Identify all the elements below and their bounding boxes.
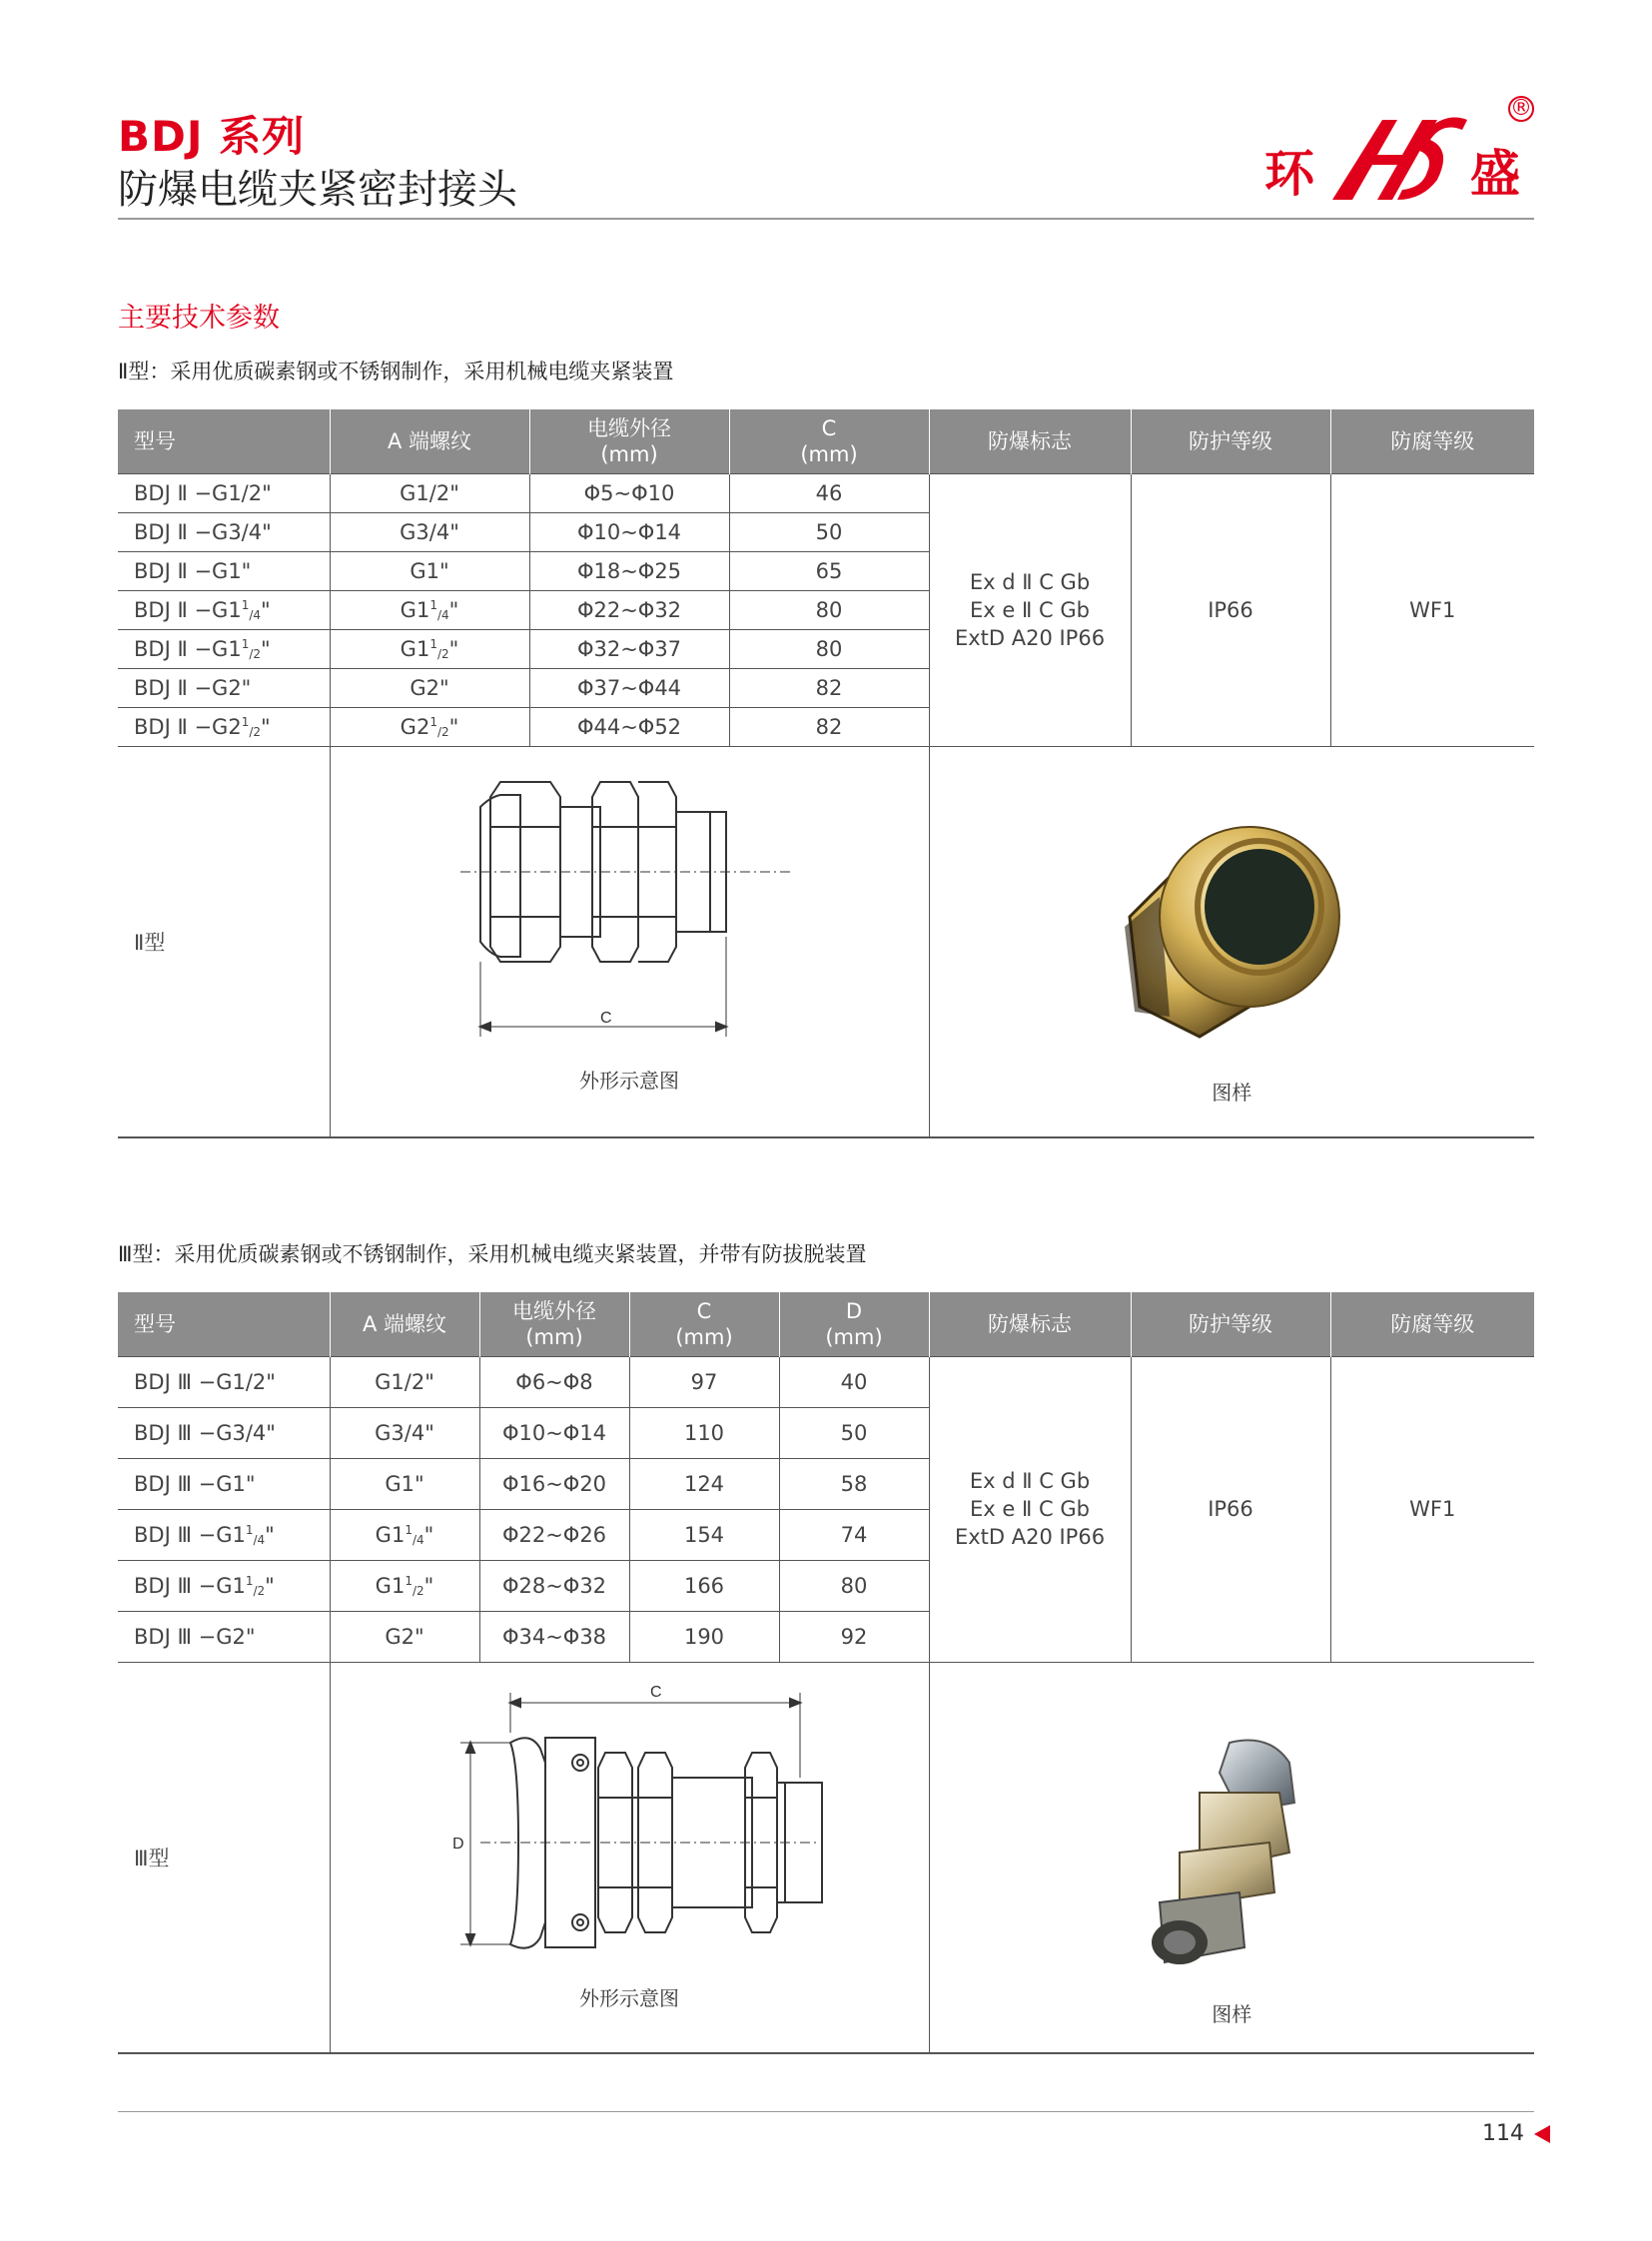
page-arrow-icon xyxy=(1534,2125,1550,2143)
cable-cell: Φ34~Φ38 xyxy=(479,1611,629,1662)
col-header-thread: A 端螺纹 xyxy=(330,409,529,473)
thread-cell: G3/4" xyxy=(330,512,529,551)
cable-cell: Φ10~Φ14 xyxy=(479,1407,629,1458)
model-cell: BDJ Ⅱ $-G1^1_{/2}$" xyxy=(118,629,330,668)
col-header-thread: A 端螺纹 xyxy=(330,1292,479,1356)
header-divider xyxy=(118,218,1534,220)
c-cell: 154 xyxy=(629,1509,779,1560)
ex-mark-cell: Ex d Ⅱ C Gb Ex e Ⅱ C Gb ExtD A20 IP66 xyxy=(929,1356,1131,1662)
model-cell: BDJ Ⅲ −G1" xyxy=(118,1458,330,1509)
d-cell: 58 xyxy=(779,1458,929,1509)
anticorrosion-cell: WF1 xyxy=(1330,473,1534,746)
model-cell: BDJ Ⅱ −G2" xyxy=(118,668,330,707)
logo-left-char: 环 xyxy=(1264,145,1314,203)
photo-caption: 图样 xyxy=(1212,2001,1252,2026)
diagram-cell xyxy=(330,1662,929,2053)
table-row xyxy=(118,473,1534,512)
cable-cell: Φ44~Φ52 xyxy=(529,707,729,746)
ex-mark-cell: Ex d Ⅱ C Gb Ex e Ⅱ C Gb ExtD A20 IP66 xyxy=(929,473,1131,746)
model-cell: BDJ Ⅱ −G3/4" xyxy=(118,512,330,551)
logo-right-char: 盛 xyxy=(1470,145,1520,203)
section-title: 主要技术参数 xyxy=(118,303,280,334)
cable-cell: Φ28~Φ32 xyxy=(479,1560,629,1611)
d-cell: 50 xyxy=(779,1407,929,1458)
model-cell: BDJ Ⅱ $-G1^1_{/4}$" xyxy=(118,590,330,629)
dimension-c-label: C xyxy=(599,1009,612,1027)
thread-cell: G1/2" xyxy=(330,473,529,512)
model-cell: BDJ Ⅲ −G1/2" xyxy=(118,1356,330,1407)
photo-cell xyxy=(929,746,1534,1137)
cable-cell: Φ22~Φ26 xyxy=(479,1509,629,1560)
page-number: 114 xyxy=(1482,2121,1524,2146)
brand-logo xyxy=(1260,96,1538,210)
thread-cell: $G1^1_{/4}$" xyxy=(330,590,529,629)
thread-cell: $G1^1_{/2}$" xyxy=(330,629,529,668)
thread-cell: $G1^1_{/2}$" xyxy=(330,1560,479,1611)
col-header-model: 型号 xyxy=(118,409,330,473)
product-title: 防爆电缆夹紧密封接头 xyxy=(118,167,517,213)
c-cell: 190 xyxy=(629,1611,779,1662)
model-cell: BDJ Ⅲ −G3/4" xyxy=(118,1407,330,1458)
model-cell: BDJ Ⅱ $-G2^1_{/2}$" xyxy=(118,707,330,746)
type-label-cell: Ⅱ型 xyxy=(118,746,330,1137)
col-header-ex-mark: 防爆标志 xyxy=(929,409,1131,473)
model-cell: BDJ Ⅲ $-G1^1_{/4}$" xyxy=(118,1509,330,1560)
d-cell: 80 xyxy=(779,1560,929,1611)
dimension-d-label: D xyxy=(451,1835,464,1853)
d-cell: 92 xyxy=(779,1611,929,1662)
col-header-d: D (mm) xyxy=(779,1292,929,1356)
type3-spec-table xyxy=(118,1292,1534,2054)
type2-description: Ⅱ型：采用优质碳素钢或不锈钢制作，采用机械电缆夹紧装置 xyxy=(118,360,674,383)
protection-cell: IP66 xyxy=(1131,1356,1330,1662)
diagram-cell xyxy=(330,746,929,1137)
col-header-anticorrosion: 防腐等级 xyxy=(1330,409,1534,473)
col-header-protection: 防护等级 xyxy=(1131,1292,1330,1356)
anticorrosion-cell: WF1 xyxy=(1330,1356,1534,1662)
table-row xyxy=(118,1356,1534,1407)
footer-divider xyxy=(118,2111,1534,2112)
type2-spec-table xyxy=(118,409,1534,1138)
col-header-protection: 防护等级 xyxy=(1131,409,1330,473)
type2-product-photo xyxy=(1110,807,1349,1057)
thread-cell: G2" xyxy=(330,668,529,707)
series-title: BDJ 系列 xyxy=(118,112,306,161)
logo-hs-mark-icon xyxy=(1322,100,1472,210)
dimension-c-label: C xyxy=(649,1683,662,1701)
col-header-c: C (mm) xyxy=(729,409,929,473)
d-cell: 74 xyxy=(779,1509,929,1560)
type3-description: Ⅲ型：采用优质碳素钢或不锈钢制作，采用机械电缆夹紧装置，并带有防拔脱装置 xyxy=(118,1242,867,1266)
figure-row xyxy=(118,1662,1534,2053)
col-header-cable: 电缆外径 (mm) xyxy=(479,1292,629,1356)
thread-cell: G3/4" xyxy=(330,1407,479,1458)
d-cell: 40 xyxy=(779,1356,929,1407)
cable-cell: Φ32~Φ37 xyxy=(529,629,729,668)
type2-outline-diagram xyxy=(460,767,800,1057)
c-cell: 80 xyxy=(729,629,929,668)
col-header-anticorrosion: 防腐等级 xyxy=(1330,1292,1534,1356)
thread-cell: G2" xyxy=(330,1611,479,1662)
protection-cell: IP66 xyxy=(1131,473,1330,746)
cable-cell: Φ22~Φ32 xyxy=(529,590,729,629)
table-header-row xyxy=(118,409,1534,473)
cable-cell: Φ16~Φ20 xyxy=(479,1458,629,1509)
c-cell: 124 xyxy=(629,1458,779,1509)
c-cell: 97 xyxy=(629,1356,779,1407)
thread-cell: G1" xyxy=(330,551,529,590)
c-cell: 110 xyxy=(629,1407,779,1458)
c-cell: 80 xyxy=(729,590,929,629)
c-cell: 82 xyxy=(729,707,929,746)
model-cell: BDJ Ⅱ −G1" xyxy=(118,551,330,590)
thread-cell: $G2^1_{/2}$" xyxy=(330,707,529,746)
col-header-cable: 电缆外径 (mm) xyxy=(529,409,729,473)
thread-cell: G1" xyxy=(330,1458,479,1509)
model-cell: BDJ Ⅱ −G1/2" xyxy=(118,473,330,512)
diagram-caption: 外形示意图 xyxy=(579,1985,679,2010)
type-label-cell: Ⅲ型 xyxy=(118,1662,330,2053)
c-cell: 46 xyxy=(729,473,929,512)
registered-mark-icon: ® xyxy=(1510,96,1532,121)
cable-cell: Φ6~Φ8 xyxy=(479,1356,629,1407)
thread-cell: $G1^1_{/4}$" xyxy=(330,1509,479,1560)
c-cell: 82 xyxy=(729,668,929,707)
col-header-ex-mark: 防爆标志 xyxy=(929,1292,1131,1356)
col-header-model: 型号 xyxy=(118,1292,330,1356)
c-cell: 166 xyxy=(629,1560,779,1611)
c-cell: 65 xyxy=(729,551,929,590)
model-cell: BDJ Ⅲ −G2" xyxy=(118,1611,330,1662)
cable-cell: Φ5~Φ10 xyxy=(529,473,729,512)
type3-outline-diagram xyxy=(401,1683,880,1972)
figure-row xyxy=(118,746,1534,1137)
thread-cell: G1/2" xyxy=(330,1356,479,1407)
cable-cell: Φ10~Φ14 xyxy=(529,512,729,551)
c-cell: 50 xyxy=(729,512,929,551)
photo-cell xyxy=(929,1662,1534,2053)
table-header-row xyxy=(118,1292,1534,1356)
model-cell: BDJ Ⅲ $-G1^1_{/2}$" xyxy=(118,1560,330,1611)
type3-product-photo xyxy=(1120,1733,1339,1982)
diagram-caption: 外形示意图 xyxy=(579,1068,679,1093)
cable-cell: Φ37~Φ44 xyxy=(529,668,729,707)
photo-caption: 图样 xyxy=(1212,1080,1252,1105)
col-header-c: C (mm) xyxy=(629,1292,779,1356)
cable-cell: Φ18~Φ25 xyxy=(529,551,729,590)
